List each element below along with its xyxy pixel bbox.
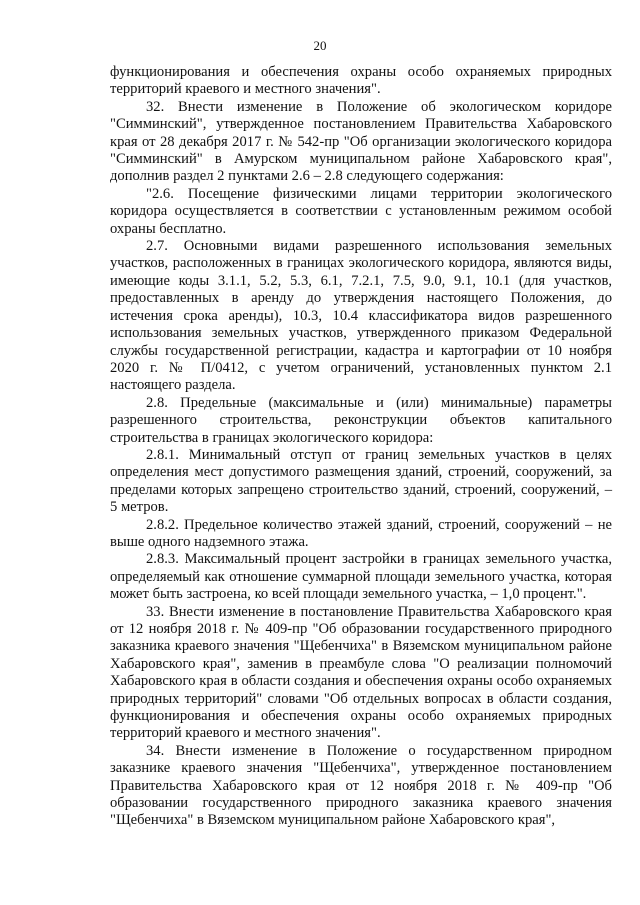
paragraph-2-8-2: 2.8.2. Предельное количество этажей зданий, строений, сооружений – не выше одного надземного этажа. — [110, 516, 612, 550]
paragraph-item-34: 34. Внести изменение в Положение о государственном природном заказнике краевого значения "Щебенчиха", утвержденное постановлением Правительства Хабаровского края от 12 ноября 2018 г. № 409-пр "Об образовании государственного природного заказника краевого значения "Щебенчиха" в Вяземском муниципальном районе Хабаровского края", — [110, 742, 612, 829]
paragraph-2-8-3: 2.8.3. Максимальный процент застройки в границах земельного участка, определяемый как отношение суммарной площади земельного участка, которая может быть застроена, ко всей площади земельного участка, – 1,0 процент.". — [110, 551, 612, 603]
paragraph-continuation: функционирования и обеспечения охраны особо охраняемых природных территорий краевого и местного значения". — [110, 64, 612, 98]
paragraph-2-8: 2.8. Предельные (максимальные и (или) минимальные) параметры разрешенного строительства, реконструкции объектов капитального строительства в границах экологического коридора: — [110, 394, 612, 446]
page-number: 20 — [313, 38, 327, 53]
paragraph-2-6: "2.6. Посещение физическими лицами территории экологического коридора осуществляется в соответствии с установленным режимом особой охраны бесплатно. — [110, 185, 612, 237]
paragraph-item-32: 32. Внести изменение в Положение об экологическом коридоре "Симминский", утвержденное постановлением Правительства Хабаровского края от 28 декабря 2017 г. № 542-пр "Об организации экологического коридора "Симминский" в Амурском муниципальном районе Хабаровского края", дополнив раздел 2 пунктами 2.6 – 2.8 следующего содержания: — [110, 98, 612, 185]
paragraph-2-8-1: 2.8.1. Минимальный отступ от границ земельных участков в целях определения мест допустимого размещения зданий, строений, сооружений, за пределами которых запрещено строительство зданий, строений, сооружений, – 5 метров. — [110, 446, 612, 516]
paragraph-item-33: 33. Внести изменение в постановление Правительства Хабаровского края от 12 ноября 2018 г. № 409-пр "Об образовании государственного природного заказника краевого значения "Щебенчиха" в Вяземском муниципальном районе Хабаровского края", заменив в преамбуле слова "О реализации полномочий Хабаровского края в области создания и обеспечения охраны особо охраняемых природных территорий" словами "Об отдельных вопросах в области создания, функционирования и обеспечения охраны особо охраняемых природных территорий краевого и местного значения". — [110, 603, 612, 742]
document-body — [110, 64, 612, 830]
paragraph-2-7: 2.7. Основными видами разрешенного использования земельных участков, расположенных в границах экологического коридора, являются виды, имеющие коды 3.1.1, 5.2, 5.3, 6.1, 7.2.1, 7.5, 9.0, 9.1, 10.1 (для участков, предоставленных в аренду до утверждения настоящего Положения, до истечения срока аренды), 10.3, 10.4 классификатора видов разрешенного использования земельных участков, утвержденного приказом Федеральной службы государственной регистрации, кадастра и картографии от 10 ноября 2020 г. № П/0412, с учетом ограничений, установленных пунктом 2.1 настоящего раздела. — [110, 238, 612, 394]
